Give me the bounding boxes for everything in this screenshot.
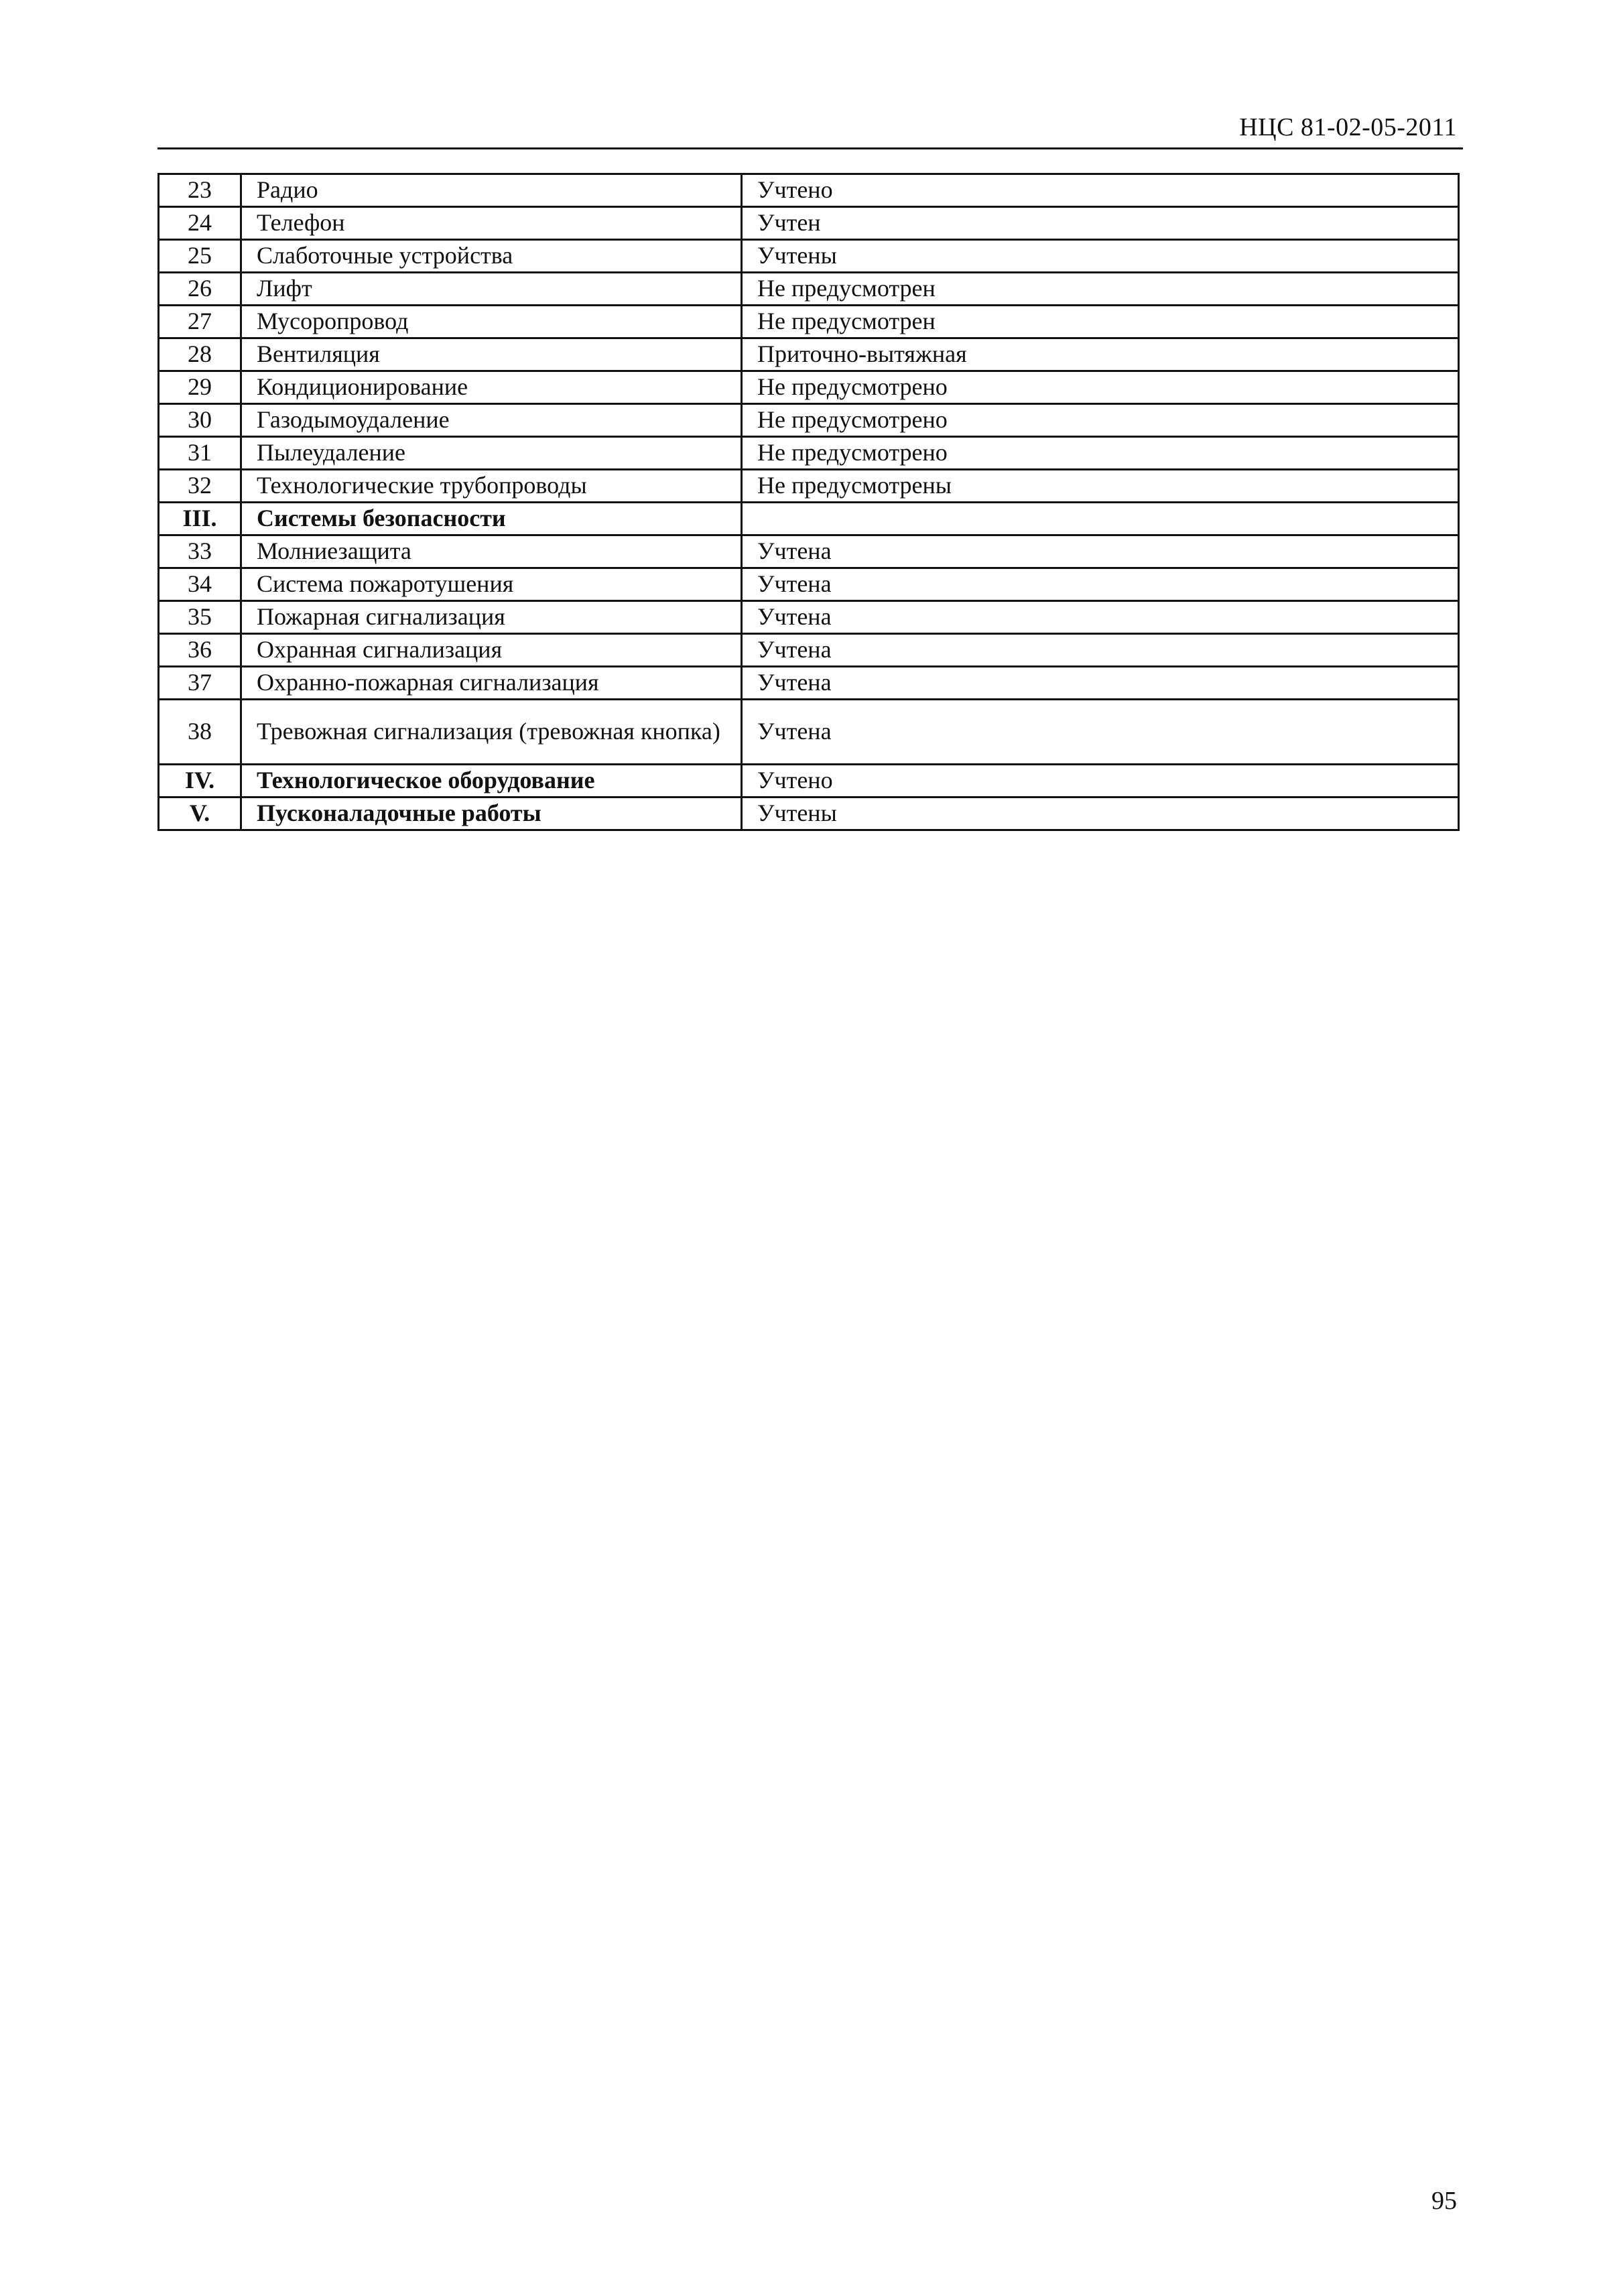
row-value: Учтена	[742, 700, 1459, 765]
section-value: Учтено	[742, 765, 1459, 798]
table-row	[159, 700, 1459, 765]
table-row	[159, 404, 1459, 437]
section-number: III.	[159, 503, 241, 535]
row-number: 37	[159, 667, 241, 700]
row-number: 36	[159, 634, 241, 667]
row-number: 31	[159, 437, 241, 470]
row-number: 26	[159, 273, 241, 306]
row-value: Не предусмотрен	[742, 306, 1459, 338]
row-number: 38	[159, 700, 241, 765]
table-row	[159, 437, 1459, 470]
table-row	[159, 207, 1459, 240]
row-value: Не предусмотрено	[742, 437, 1459, 470]
table-row	[159, 667, 1459, 700]
row-name: Система пожаротушения	[241, 568, 742, 601]
row-value: Не предусмотрены	[742, 470, 1459, 503]
row-number: 25	[159, 240, 241, 273]
row-name: Слаботочные устройства	[241, 240, 742, 273]
section-value	[742, 503, 1459, 535]
row-value: Не предусмотрен	[742, 273, 1459, 306]
row-value: Учтено	[742, 174, 1459, 207]
row-name: Вентиляция	[241, 338, 742, 371]
row-number: 29	[159, 371, 241, 404]
section-title: Пусконаладочные работы	[241, 798, 742, 830]
row-value: Учтена	[742, 667, 1459, 700]
table-row	[159, 601, 1459, 634]
table-row	[159, 634, 1459, 667]
row-name: Технологические трубопроводы	[241, 470, 742, 503]
table-row	[159, 470, 1459, 503]
row-name: Телефон	[241, 207, 742, 240]
row-number: 30	[159, 404, 241, 437]
row-name: Лифт	[241, 273, 742, 306]
table-row	[159, 174, 1459, 207]
row-number: 23	[159, 174, 241, 207]
row-value: Не предусмотрено	[742, 404, 1459, 437]
row-value: Учтена	[742, 568, 1459, 601]
table-row	[159, 240, 1459, 273]
row-name: Мусоропровод	[241, 306, 742, 338]
page-number: 95	[1431, 2187, 1457, 2215]
specification-table	[157, 173, 1460, 831]
row-value: Приточно-вытяжная	[742, 338, 1459, 371]
row-number: 34	[159, 568, 241, 601]
row-name: Пылеудаление	[241, 437, 742, 470]
header-rule	[157, 147, 1463, 149]
table-row	[159, 338, 1459, 371]
table-row	[159, 306, 1459, 338]
row-value: Учтена	[742, 535, 1459, 568]
row-name: Тревожная сигнализация (тревожная кнопка)	[241, 700, 742, 765]
row-value: Учтена	[742, 634, 1459, 667]
row-value: Учтен	[742, 207, 1459, 240]
table-row	[159, 371, 1459, 404]
table-row	[159, 273, 1459, 306]
row-value: Не предусмотрено	[742, 371, 1459, 404]
row-name: Пожарная сигнализация	[241, 601, 742, 634]
section-title: Технологическое оборудование	[241, 765, 742, 798]
row-name: Охранно-пожарная сигнализация	[241, 667, 742, 700]
section-title: Системы безопасности	[241, 503, 742, 535]
row-number: 35	[159, 601, 241, 634]
row-number: 28	[159, 338, 241, 371]
row-name: Молниезащита	[241, 535, 742, 568]
row-name: Радио	[241, 174, 742, 207]
row-name: Кондиционирование	[241, 371, 742, 404]
row-name: Охранная сигнализация	[241, 634, 742, 667]
row-number: 32	[159, 470, 241, 503]
section-number: IV.	[159, 765, 241, 798]
row-value: Учтена	[742, 601, 1459, 634]
section-row	[159, 765, 1459, 798]
row-number: 27	[159, 306, 241, 338]
row-number: 24	[159, 207, 241, 240]
row-value: Учтены	[742, 240, 1459, 273]
table-body	[159, 174, 1459, 830]
section-row	[159, 798, 1459, 830]
table-row	[159, 568, 1459, 601]
row-name: Газодымоудаление	[241, 404, 742, 437]
section-row	[159, 503, 1459, 535]
document-code: НЦС 81-02-05-2011	[1239, 113, 1457, 141]
section-number: V.	[159, 798, 241, 830]
table-row	[159, 535, 1459, 568]
section-value: Учтены	[742, 798, 1459, 830]
row-number: 33	[159, 535, 241, 568]
